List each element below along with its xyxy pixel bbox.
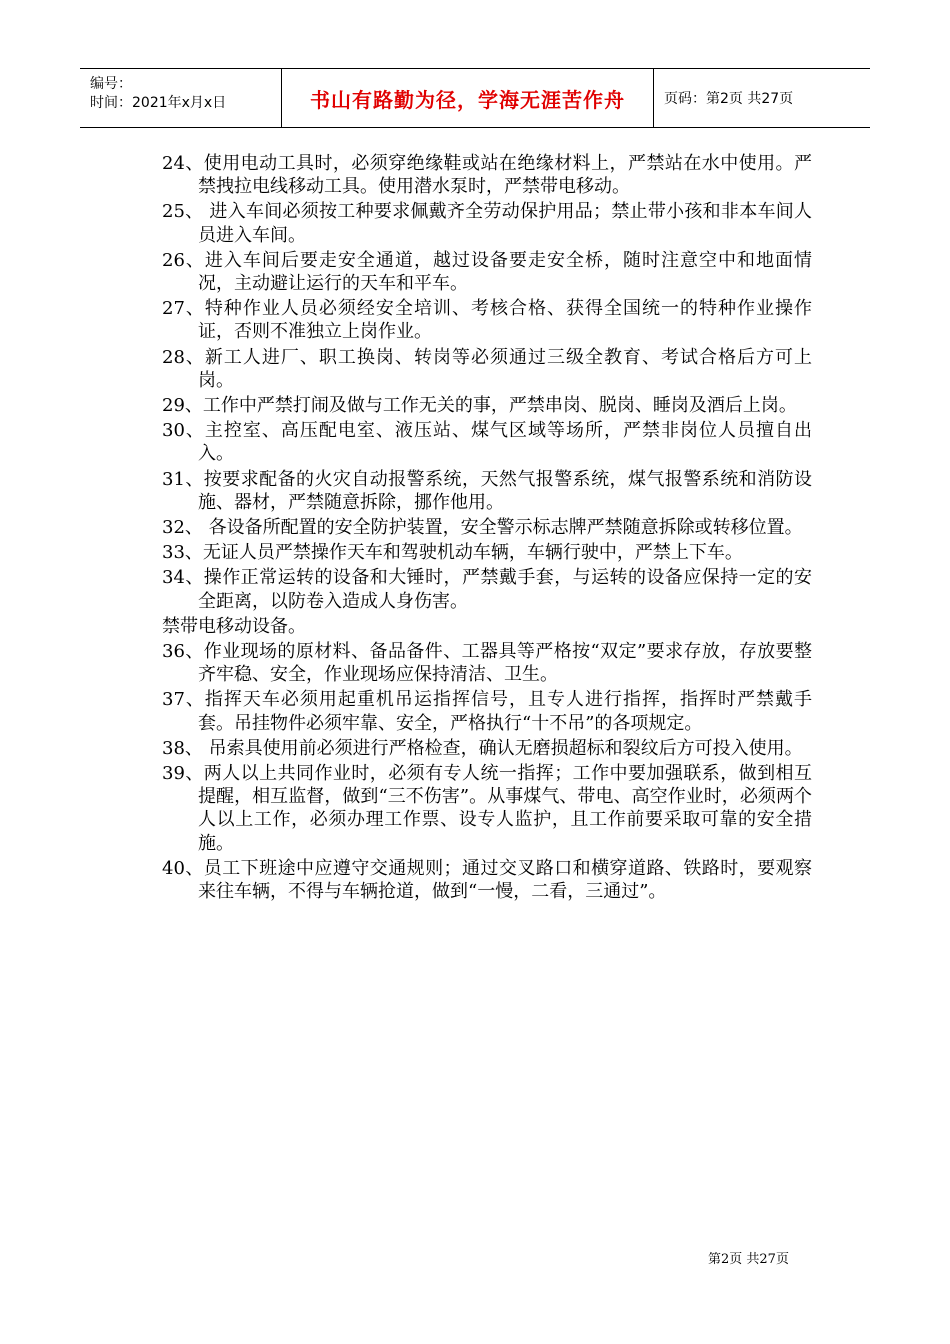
rule-item-28: 28、新工人进厂、职工换岗、转岗等必须通过三级全教育、考试合格后方可上岗。 (162, 346, 812, 391)
rule-item-27: 27、特种作业人员必须经安全培训、考核合格、获得全国统一的特种作业操作证，否则不准独立上岗作业。 (162, 298, 812, 343)
rule-item-25: 25、 进入车间必须按工种要求佩戴齐全劳动保护用品；禁止带小孩和非本车间人员进入车间。 (162, 201, 812, 246)
rule-item-37: 37、指挥天车必须用起重机吊运指挥信号，且专人进行指挥，指挥时严禁戴手套。吊挂物件必须牢靠、安全，严格执行“十不吊”的各项规定。 (162, 689, 812, 734)
rule-item-33: 33、无证人员严禁操作天车和驾驶机动车辆，车辆行驶中，严禁上下车。 (162, 542, 743, 564)
page-footer: 第2页 共27页 (708, 1252, 789, 1267)
number-label: 编号： (90, 76, 132, 92)
rule-item-26: 26、进入车间后要走安全通道，越过设备要走安全桥，随时注意空中和地面情况，主动避让运行的天车和平车。 (162, 249, 812, 295)
page-header (80, 68, 870, 128)
rule-item-36: 36、作业现场的原材料、备品备件、工器具等严格按“双定”要求存放，存放要整齐牢稳、安全，作业现场应保持清洁、卫生。 (162, 641, 812, 686)
header-page-info: 页码：第2页 共27页 (664, 91, 794, 107)
rule-item-38: 38、 吊索具使用前必须进行严格检查，确认无磨损超标和裂纹后方可投入使用。 (162, 737, 803, 759)
rule-item-29: 29、工作中严禁打闹及做与工作无关的事，严禁串岗、脱岗、睡岗及酒后上岗。 (162, 395, 797, 417)
rule-item-31: 31、按要求配备的火灾自动报警系统，天然气报警系统，煤气报警系统和消防设施、器材，严禁随意拆除，挪作他用。 (162, 468, 812, 513)
header-meta (80, 69, 282, 127)
document-body (162, 152, 812, 905)
rule-item-34: 34、操作正常运转的设备和大锤时，严禁戴手套，与运转的设备应保持一定的安全距离，以防卷入造成人身伤害。 (162, 567, 812, 612)
time-label: 时间：2021年x月x日 (90, 95, 227, 111)
header-motto: 书山有路勤为径，学海无涯苦作舟 (282, 69, 654, 127)
rule-item-24: 24、使用电动工具时，必须穿绝缘鞋或站在绝缘材料上，严禁站在水中使用。严禁拽拉电线移动工具。使用潜水泵时，严禁带电移动。 (162, 153, 812, 198)
rule-item-30: 30、主控室、高压配电室、液压站、煤气区域等场所，严禁非岗位人员擅自出入。 (162, 420, 812, 465)
rule-item-40: 40、员工下班途中应遵守交通规则；通过交叉路口和横穿道路、铁路时，要观察来往车辆，不得与车辆抢道，做到“一慢，二看，三通过”。 (162, 857, 812, 903)
rule-item-39: 39、两人以上共同作业时，必须有专人统一指挥；工作中要加强联系，做到相互提醒，相互监督，做到“三不伤害”。从事煤气、带电、高空作业时，必须两个人以上工作，必须办理工作票、设专人监护，且工作前要采取可靠的安全措施。 (162, 763, 812, 854)
rule-item-32: 32、 各设备所配置的安全防护装置，安全警示标志牌严禁随意拆除或转移位置。 (162, 517, 803, 539)
rule-fragment: 禁带电移动设备。 (162, 615, 306, 637)
